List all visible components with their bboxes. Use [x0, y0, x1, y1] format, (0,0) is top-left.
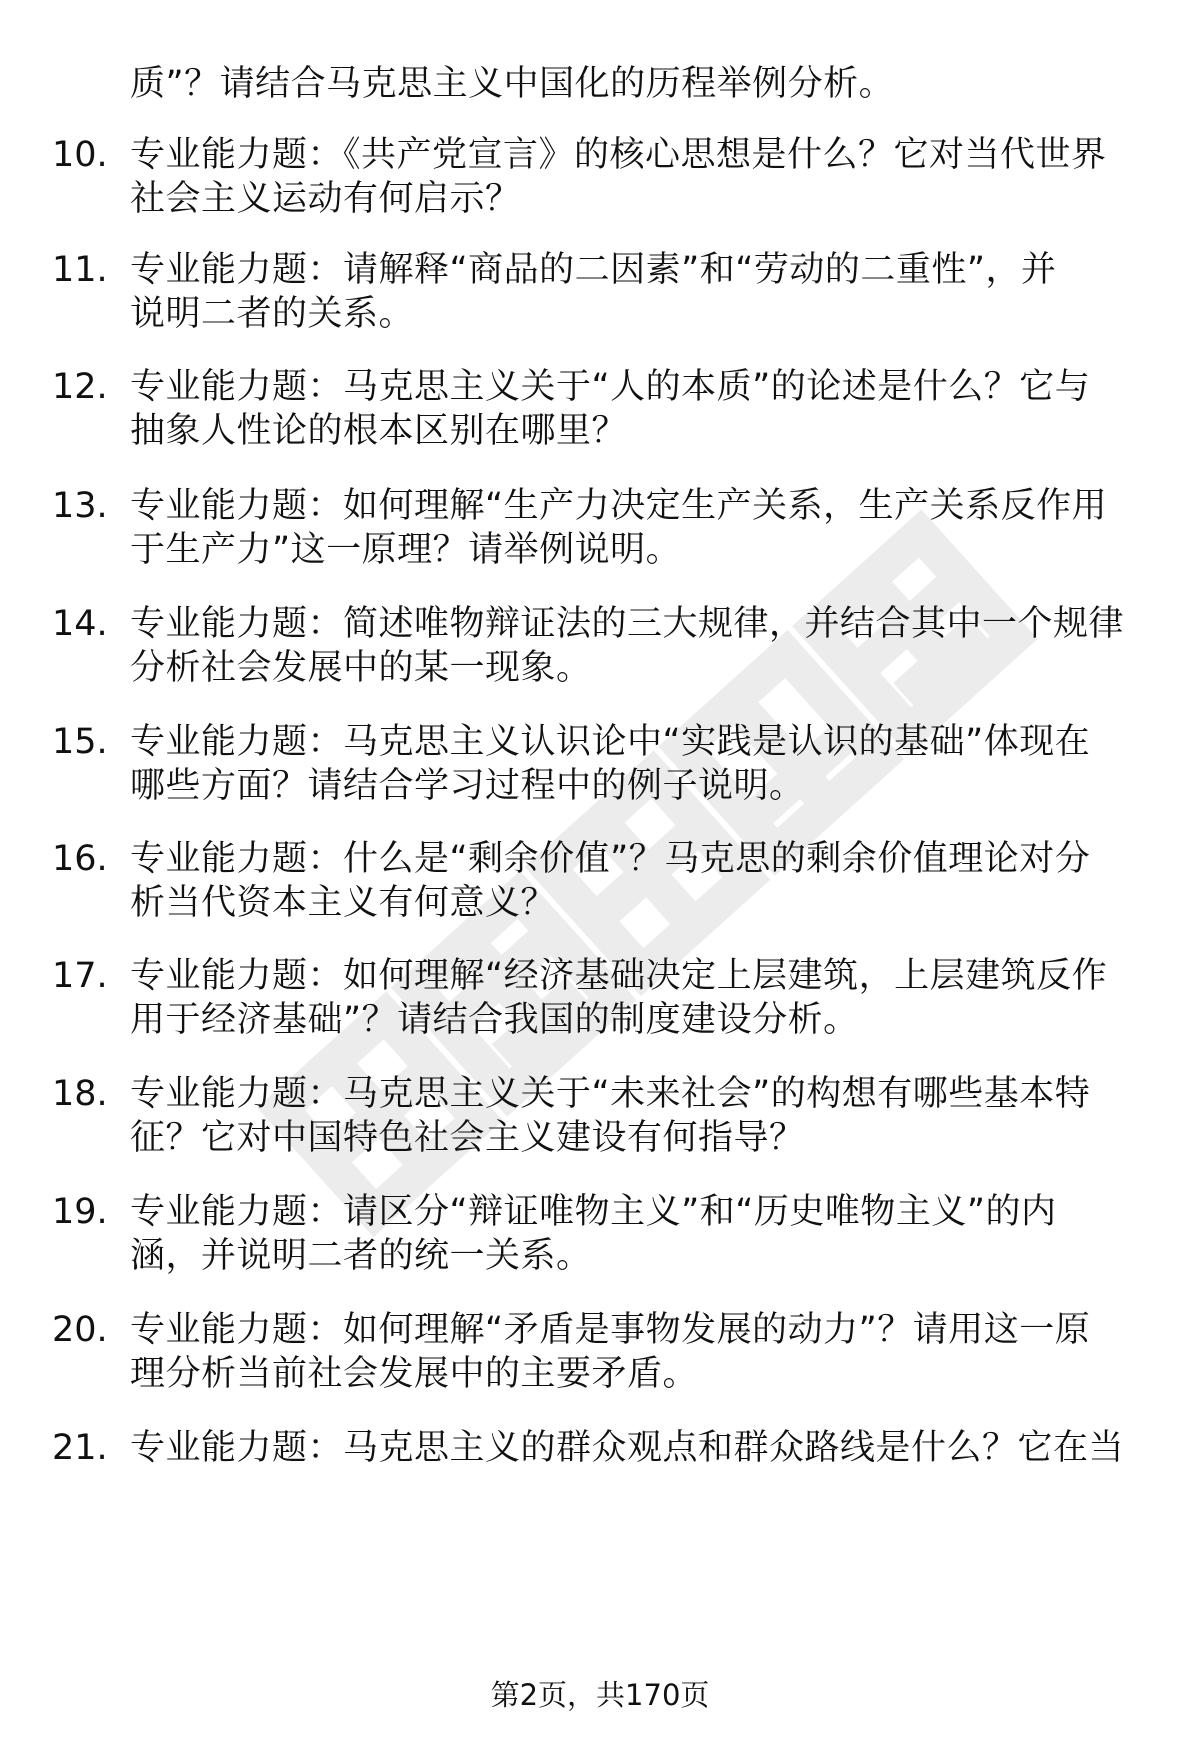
question-text-line: 抽象人性论的根本区别在哪里？ — [130, 411, 628, 451]
question-number: 18. — [52, 1074, 108, 1114]
question-text-line: 专业能力题：请区分“辩证唯物主义”和“历史唯物主义”的内 — [130, 1192, 1057, 1232]
question-text-line: 征？它对中国特色社会主义建设有何指导？ — [130, 1118, 805, 1158]
question-text-line: 专业能力题：《共产党宣言》的核心思想是什么？它对当代世界 — [130, 135, 1107, 175]
question-number: 21. — [52, 1428, 108, 1468]
question-text-line: 哪些方面？请结合学习过程中的例子说明。 — [130, 766, 805, 806]
question-text-line: 专业能力题：如何理解“生产力决定生产关系，生产关系反作用 — [130, 486, 1108, 526]
question-text-line: 析当代资本主义有何意义？ — [130, 883, 557, 923]
question-text-line: 专业能力题：什么是“剩余价值”？马克思的剩余价值理论对分 — [130, 839, 1091, 879]
question-number: 17. — [52, 956, 108, 996]
continuation-line: 质”？请结合马克思主义中国化的历程举例分析。 — [130, 64, 895, 104]
question-text-line: 专业能力题：如何理解“经济基础决定上层建筑，上层建筑反作 — [130, 956, 1108, 996]
question-text-line: 专业能力题：马克思主义的群众观点和群众路线是什么？它在当 — [130, 1428, 1125, 1468]
question-text-line: 涵，并说明二者的统一关系。 — [130, 1236, 592, 1276]
question-number: 10. — [52, 135, 108, 175]
question-text-line: 专业能力题：请解释“商品的二因素”和“劳动的二重性”，并 — [130, 250, 1057, 290]
question-number: 20. — [52, 1310, 108, 1350]
question-number: 15. — [52, 722, 108, 762]
question-number: 16. — [52, 839, 108, 879]
question-text-line: 专业能力题：马克思主义关于“人的本质”的论述是什么？它与 — [130, 367, 1091, 407]
question-number: 11. — [52, 250, 108, 290]
question-text-line: 社会主义运动有何启示？ — [130, 179, 521, 219]
question-text-line: 专业能力题：如何理解“矛盾是事物发展的动力”？请用这一原 — [130, 1310, 1091, 1350]
question-text-line: 理分析当前社会发展中的主要矛盾。 — [130, 1354, 699, 1394]
question-text-line: 用于经济基础”？请结合我国的制度建设分析。 — [130, 1000, 859, 1040]
question-text-line: 分析社会发展中的某一现象。 — [130, 648, 592, 688]
question-text-line: 说明二者的关系。 — [130, 294, 415, 334]
question-number: 14. — [52, 604, 108, 644]
page-footer: 第2页，共170页 — [490, 1678, 710, 1712]
question-text-line: 专业能力题：马克思主义关于“未来社会”的构想有哪些基本特 — [130, 1074, 1091, 1114]
question-number: 12. — [52, 367, 108, 407]
question-text-line: 专业能力题：马克思主义认识论中“实践是认识的基础”体现在 — [130, 722, 1091, 762]
question-number: 13. — [52, 486, 108, 526]
question-text-line: 于生产力”这一原理？请举例说明。 — [130, 530, 682, 570]
question-number: 19. — [52, 1192, 108, 1232]
question-text-line: 专业能力题：简述唯物辩证法的三大规律，并结合其中一个规律 — [130, 604, 1125, 644]
